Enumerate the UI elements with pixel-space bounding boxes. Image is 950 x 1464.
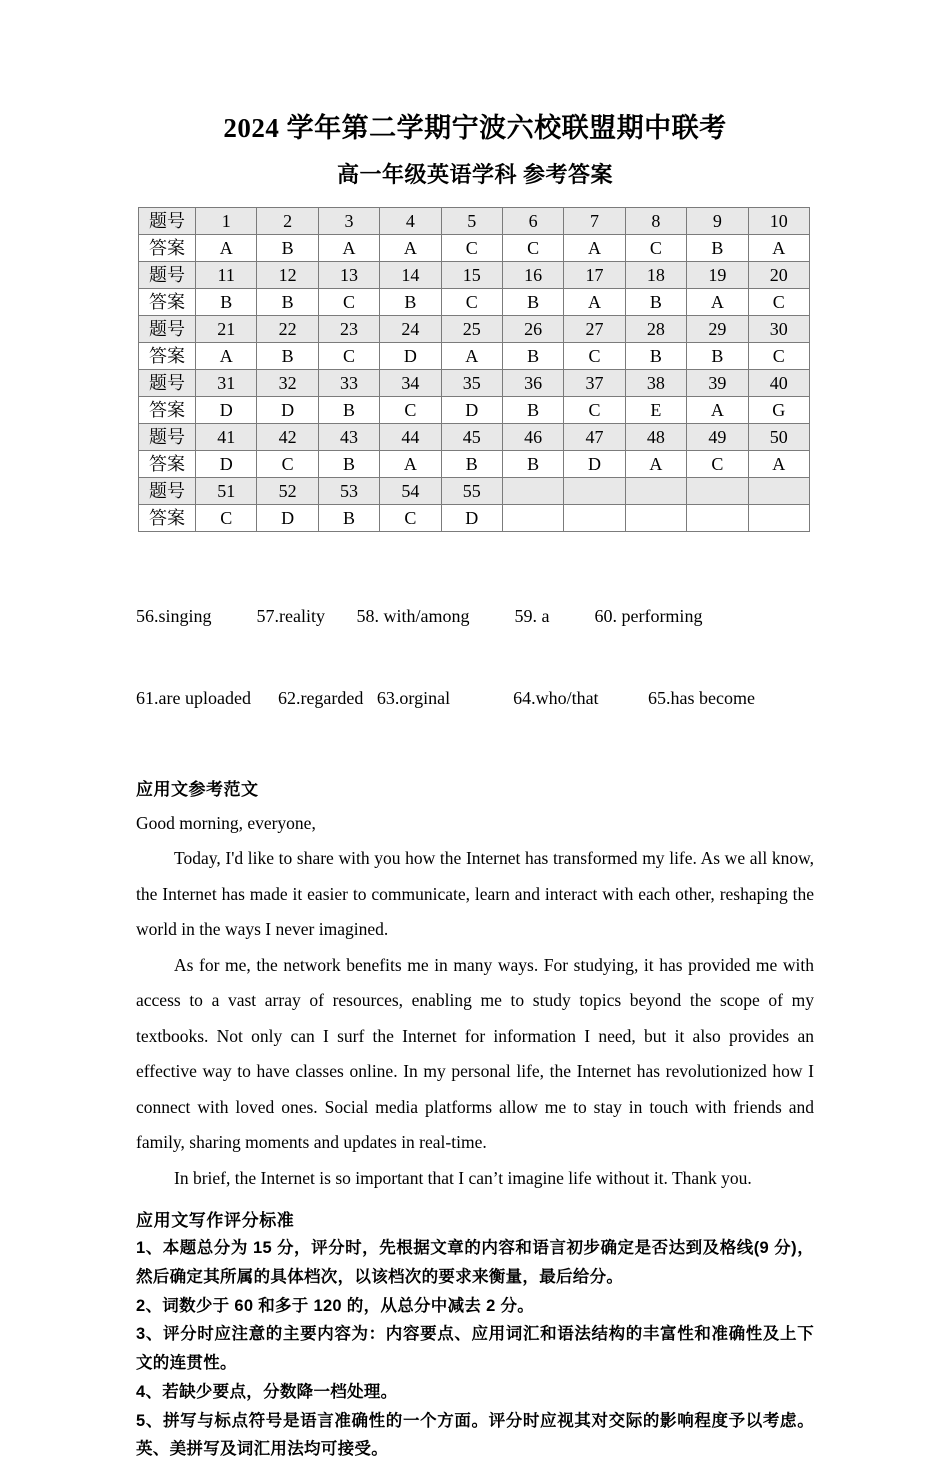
table-row	[139, 342, 810, 369]
answer-cell: D	[441, 504, 502, 531]
row-label-question: 题号	[139, 369, 196, 396]
criteria-item-1: 1、本题总分为 15 分，评分时，先根据文章的内容和语言初步确定是否达到及格线(9 分)，然后确定其所属的具体档次，以该档次的要求来衡量，最后给分。	[136, 1239, 814, 1287]
answer-cell: A	[687, 396, 748, 423]
question-cell: 40	[748, 369, 809, 396]
question-cell: 2	[257, 207, 318, 234]
question-cell: 54	[380, 477, 441, 504]
answer-cell: E	[625, 396, 686, 423]
question-cell: 49	[687, 423, 748, 450]
sample-essay-heading: 应用文参考范文	[136, 779, 259, 799]
row-label-question: 题号	[139, 477, 196, 504]
question-cell: 6	[502, 207, 563, 234]
answer-cell: D	[441, 396, 502, 423]
question-cell: 1	[196, 207, 257, 234]
question-cell: 44	[380, 423, 441, 450]
question-cell: 12	[257, 261, 318, 288]
answer-cell: B	[502, 342, 563, 369]
question-cell: 46	[502, 423, 563, 450]
answer-cell: B	[257, 234, 318, 261]
question-cell: 41	[196, 423, 257, 450]
answer-cell: B	[687, 234, 748, 261]
table-row	[139, 450, 810, 477]
answer-cell: G	[748, 396, 809, 423]
answer-cell-empty	[687, 504, 748, 531]
question-cell: 39	[687, 369, 748, 396]
question-cell: 43	[318, 423, 379, 450]
answer-cell-empty	[748, 504, 809, 531]
answer-table-body	[139, 207, 810, 531]
answer-cell: A	[687, 288, 748, 315]
table-row	[139, 261, 810, 288]
answer-cell: A	[564, 234, 625, 261]
answer-cell-empty	[564, 504, 625, 531]
answer-cell: D	[196, 396, 257, 423]
row-label-answer: 答案	[139, 450, 196, 477]
question-cell: 42	[257, 423, 318, 450]
question-cell: 35	[441, 369, 502, 396]
question-cell: 9	[687, 207, 748, 234]
question-cell: 45	[441, 423, 502, 450]
question-cell: 32	[257, 369, 318, 396]
answer-cell: B	[257, 288, 318, 315]
question-cell: 28	[625, 315, 686, 342]
answer-cell: A	[625, 450, 686, 477]
answer-key-table	[138, 207, 810, 532]
question-cell: 51	[196, 477, 257, 504]
question-cell: 29	[687, 315, 748, 342]
table-row	[139, 423, 810, 450]
question-cell: 55	[441, 477, 502, 504]
question-cell: 18	[625, 261, 686, 288]
question-cell: 20	[748, 261, 809, 288]
question-cell: 33	[318, 369, 379, 396]
question-cell-empty	[564, 477, 625, 504]
row-label-question: 题号	[139, 207, 196, 234]
answer-cell: C	[748, 288, 809, 315]
answer-cell: C	[564, 396, 625, 423]
answer-cell: C	[564, 342, 625, 369]
answer-cell: A	[748, 450, 809, 477]
question-cell-empty	[748, 477, 809, 504]
essay-salutation: Good morning, everyone,	[136, 812, 316, 833]
question-cell: 31	[196, 369, 257, 396]
question-cell: 47	[564, 423, 625, 450]
question-cell: 19	[687, 261, 748, 288]
question-cell: 7	[564, 207, 625, 234]
answer-cell: C	[625, 234, 686, 261]
answer-cell: A	[380, 450, 441, 477]
question-cell: 53	[318, 477, 379, 504]
question-cell: 34	[380, 369, 441, 396]
question-cell: 11	[196, 261, 257, 288]
question-cell: 15	[441, 261, 502, 288]
page-title: 2024 学年第二学期宁波六校联盟期中联考	[223, 113, 727, 143]
table-row	[139, 396, 810, 423]
answer-cell: C	[748, 342, 809, 369]
answer-cell: B	[625, 342, 686, 369]
essay-paragraph-1: Today, I'd like to share with you how the Internet has transformed my life. As we all know, the Internet has made it easier to communicate, learn and interact with each other, reshaping the world in the ways I never imagined.	[136, 848, 814, 940]
answer-cell: C	[687, 450, 748, 477]
table-row	[139, 315, 810, 342]
answer-cell: D	[564, 450, 625, 477]
fill-blank-line-2: 61.are uploaded 62.regarded 63.orginal 64.who/that 65.has become	[136, 687, 756, 708]
answer-cell: A	[564, 288, 625, 315]
answer-cell: C	[257, 450, 318, 477]
answer-cell: D	[380, 342, 441, 369]
answer-cell: B	[318, 504, 379, 531]
answer-cell: A	[380, 234, 441, 261]
table-row	[139, 288, 810, 315]
question-cell: 25	[441, 315, 502, 342]
row-label-question: 题号	[139, 261, 196, 288]
row-label-answer: 答案	[139, 504, 196, 531]
question-cell: 26	[502, 315, 563, 342]
question-cell: 21	[196, 315, 257, 342]
answer-cell: B	[380, 288, 441, 315]
table-row	[139, 477, 810, 504]
answer-cell: C	[441, 234, 502, 261]
answer-cell: A	[441, 342, 502, 369]
answer-cell: A	[318, 234, 379, 261]
question-cell: 16	[502, 261, 563, 288]
question-cell: 17	[564, 261, 625, 288]
question-cell: 36	[502, 369, 563, 396]
question-cell: 30	[748, 315, 809, 342]
answer-cell: B	[625, 288, 686, 315]
question-cell: 52	[257, 477, 318, 504]
row-label-question: 题号	[139, 315, 196, 342]
page-content	[136, 112, 814, 1464]
answer-cell: C	[441, 288, 502, 315]
answer-cell: C	[380, 504, 441, 531]
answer-cell: C	[502, 234, 563, 261]
row-label-answer: 答案	[139, 342, 196, 369]
essay-paragraph-2: As for me, the network benefits me in many ways. For studying, it has provided me with access to a vast array of resources, enabling me to study topics beyond the scope of my textbooks. Not only can I surf the Internet for information I need, but it also provides an effective way to have classes online. In my personal life, the Internet has revolutionized how I connect with loved ones. Social media platforms allow me to stay in touch with friends and family, sharing moments and updates in real-time.	[136, 954, 814, 1153]
criteria-item-3: 3、评分时应注意的主要内容为：内容要点、应用词汇和语法结构的丰富性和准确性及上下文的连贯性。	[136, 1325, 814, 1373]
question-cell-empty	[502, 477, 563, 504]
answer-cell-empty	[502, 504, 563, 531]
grading-criteria-body	[136, 1234, 814, 1464]
question-cell: 24	[380, 315, 441, 342]
question-cell: 38	[625, 369, 686, 396]
question-cell: 5	[441, 207, 502, 234]
answer-cell: B	[318, 396, 379, 423]
question-cell: 22	[257, 315, 318, 342]
question-cell: 50	[748, 423, 809, 450]
question-cell: 14	[380, 261, 441, 288]
fill-in-blank-answers	[136, 548, 814, 767]
table-row	[139, 234, 810, 261]
essay-paragraph-3: In brief, the Internet is so important that I can’t imagine life without it. Thank you.	[174, 1167, 752, 1188]
table-row	[139, 369, 810, 396]
question-cell: 13	[318, 261, 379, 288]
answer-cell: C	[318, 288, 379, 315]
grading-criteria-heading: 应用文写作评分标准	[136, 1211, 295, 1231]
question-cell: 10	[748, 207, 809, 234]
answer-cell: B	[196, 288, 257, 315]
answer-cell: C	[380, 396, 441, 423]
answer-cell: D	[257, 504, 318, 531]
question-cell: 3	[318, 207, 379, 234]
answer-cell: B	[257, 342, 318, 369]
question-cell: 23	[318, 315, 379, 342]
question-cell: 48	[625, 423, 686, 450]
fill-blank-line-1: 56.singing 57.reality 58. with/among 59. a 60. performing	[136, 605, 703, 626]
answer-cell: A	[196, 342, 257, 369]
question-cell-empty	[625, 477, 686, 504]
answer-cell: B	[502, 396, 563, 423]
table-row	[139, 504, 810, 531]
criteria-item-4: 4、若缺少要点，分数降一档处理。	[136, 1382, 398, 1401]
criteria-item-2: 2、词数少于 60 和多于 120 的，从总分中减去 2 分。	[136, 1296, 535, 1315]
answer-cell: B	[687, 342, 748, 369]
question-cell: 8	[625, 207, 686, 234]
table-row	[139, 207, 810, 234]
answer-cell-empty	[625, 504, 686, 531]
question-cell: 27	[564, 315, 625, 342]
row-label-answer: 答案	[139, 234, 196, 261]
question-cell: 37	[564, 369, 625, 396]
criteria-item-5: 5、拼写与标点符号是语言准确性的一个方面。评分时应视其对交际的影响程度予以考虑。英、美拼写及词汇用法均可接受。	[136, 1411, 814, 1459]
answer-cell: A	[196, 234, 257, 261]
answer-cell: D	[257, 396, 318, 423]
answer-cell: B	[502, 450, 563, 477]
row-label-answer: 答案	[139, 396, 196, 423]
answer-cell: C	[196, 504, 257, 531]
page-subtitle: 高一年级英语学科 参考答案	[336, 162, 613, 188]
answer-cell: B	[318, 450, 379, 477]
answer-cell: B	[441, 450, 502, 477]
answer-cell: C	[318, 342, 379, 369]
question-cell: 4	[380, 207, 441, 234]
row-label-answer: 答案	[139, 288, 196, 315]
answer-cell: A	[748, 234, 809, 261]
answer-cell: B	[502, 288, 563, 315]
question-cell-empty	[687, 477, 748, 504]
sample-essay-body	[136, 806, 814, 1197]
answer-cell: D	[196, 450, 257, 477]
row-label-question: 题号	[139, 423, 196, 450]
